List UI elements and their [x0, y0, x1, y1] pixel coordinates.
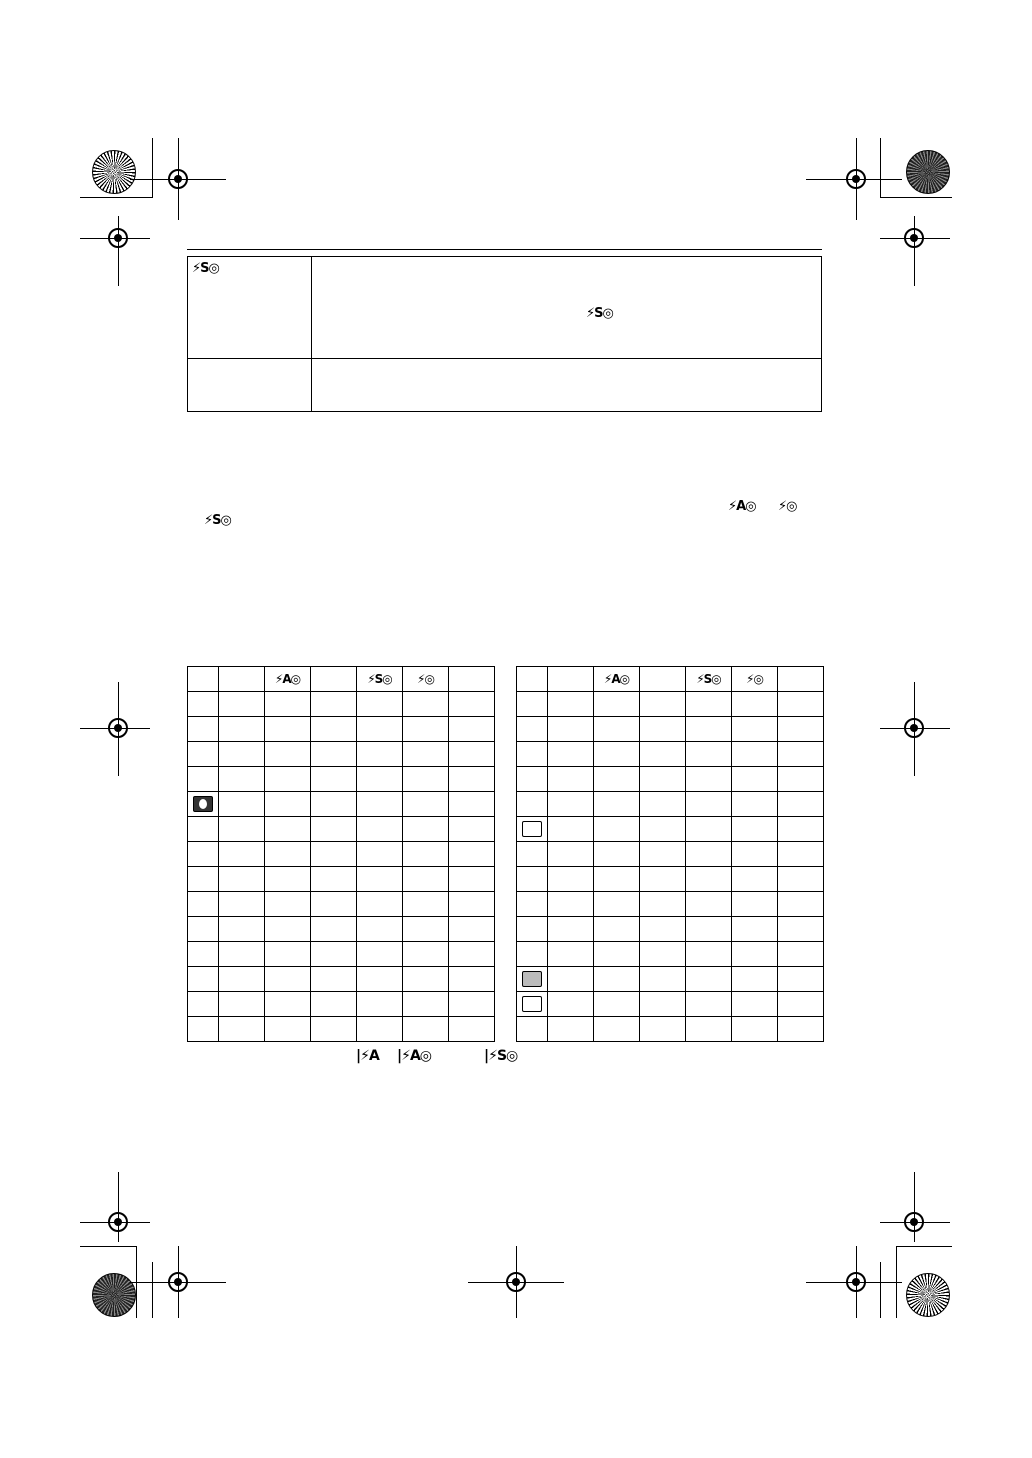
table-cell	[640, 867, 686, 892]
table-row	[517, 792, 824, 817]
table-cell	[732, 742, 778, 767]
table-cell	[640, 892, 686, 917]
table-cell	[357, 1017, 403, 1042]
table-cell	[594, 1017, 640, 1042]
table-cell	[188, 792, 219, 817]
table-cell	[311, 967, 357, 992]
table-cell	[778, 967, 824, 992]
table-cell	[188, 817, 219, 842]
table-cell	[403, 767, 449, 792]
table-cell	[686, 992, 732, 1017]
table-cell	[732, 867, 778, 892]
header-cell	[778, 667, 824, 692]
table-cell	[357, 942, 403, 967]
table-cell	[732, 992, 778, 1017]
table-cell	[265, 692, 311, 717]
table-cell	[357, 792, 403, 817]
flash-auto-red-eye-icon: ⚡A◎	[594, 667, 640, 692]
table-cell	[686, 767, 732, 792]
table-cell	[219, 942, 265, 967]
table-cell	[188, 892, 219, 917]
table-row	[188, 717, 495, 742]
table-cell	[517, 692, 548, 717]
table-cell	[449, 867, 495, 892]
table-cell	[686, 917, 732, 942]
table-cell	[403, 717, 449, 742]
table-cell	[357, 867, 403, 892]
table-cell	[403, 692, 449, 717]
table-cell	[732, 767, 778, 792]
table-cell	[219, 967, 265, 992]
table-cell	[403, 967, 449, 992]
table-cell	[732, 692, 778, 717]
color-rosette-top-right	[906, 150, 950, 194]
table-cell	[403, 817, 449, 842]
table-row	[517, 842, 824, 867]
flash-on-red-eye-icon: ⚡◎	[403, 667, 449, 692]
table-cell	[778, 1017, 824, 1042]
table-cell	[219, 692, 265, 717]
table-cell	[311, 867, 357, 892]
table-cell	[449, 742, 495, 767]
table-cell	[357, 817, 403, 842]
table-cell	[640, 917, 686, 942]
table-cell	[732, 817, 778, 842]
table-cell	[517, 742, 548, 767]
table-row	[517, 867, 824, 892]
table-cell	[686, 842, 732, 867]
table-cell	[403, 867, 449, 892]
table-cell	[778, 742, 824, 767]
table-cell	[640, 717, 686, 742]
table-cell	[265, 917, 311, 942]
table-cell	[594, 942, 640, 967]
table-cell	[517, 867, 548, 892]
table-cell	[732, 942, 778, 967]
table-cell	[548, 867, 594, 892]
table-cell	[778, 692, 824, 717]
table-cell	[640, 992, 686, 1017]
table-cell	[517, 817, 548, 842]
table-cell	[188, 692, 219, 717]
table-cell	[548, 717, 594, 742]
header-cell	[517, 667, 548, 692]
table-cell	[517, 767, 548, 792]
table-cell	[640, 767, 686, 792]
table-cell	[219, 992, 265, 1017]
table-cell	[403, 842, 449, 867]
table-cell	[265, 817, 311, 842]
table-cell	[548, 1017, 594, 1042]
table-cell	[219, 917, 265, 942]
table-cell	[265, 992, 311, 1017]
table-cell	[188, 942, 219, 967]
table-cell	[686, 717, 732, 742]
table-cell	[403, 992, 449, 1017]
grid-header-row	[517, 667, 824, 692]
header-cell	[449, 667, 495, 692]
table-cell	[219, 792, 265, 817]
table-cell	[311, 842, 357, 867]
table-cell	[594, 992, 640, 1017]
table-row	[188, 992, 495, 1017]
table-cell	[517, 967, 548, 992]
table-cell	[686, 892, 732, 917]
table-row	[188, 842, 495, 867]
table-cell	[686, 867, 732, 892]
table-cell	[548, 892, 594, 917]
table-cell	[732, 792, 778, 817]
header-cell	[219, 667, 265, 692]
table-cell	[548, 967, 594, 992]
grid-header-row	[188, 667, 495, 692]
table-cell	[686, 742, 732, 767]
table-row	[188, 767, 495, 792]
table-cell	[265, 767, 311, 792]
table-cell	[732, 1017, 778, 1042]
flash-slow-sync-red-eye-icon: ⚡S◎	[586, 306, 613, 321]
scene-flash-grid-right	[516, 666, 824, 1042]
table-cell	[219, 1017, 265, 1042]
table-cell	[311, 817, 357, 842]
table-cell	[265, 942, 311, 967]
table-cell	[265, 842, 311, 867]
table-cell	[778, 992, 824, 1017]
table-row	[517, 692, 824, 717]
table-cell	[357, 717, 403, 742]
table-cell	[357, 992, 403, 1017]
color-rosette-bottom-left	[92, 1273, 136, 1317]
table-row	[188, 892, 495, 917]
flash-slow-sync-red-eye-icon: ⚡S◎	[204, 513, 231, 528]
portrait-scene-icon	[193, 796, 213, 812]
table-cell	[219, 717, 265, 742]
table-row	[188, 692, 495, 717]
table-row	[188, 917, 495, 942]
table-row	[188, 1017, 495, 1042]
table-cell	[548, 992, 594, 1017]
table-cell	[449, 842, 495, 867]
table-row	[188, 942, 495, 967]
table-cell	[594, 692, 640, 717]
flash-scene-icon	[522, 821, 542, 837]
table-cell	[219, 842, 265, 867]
flash-slow-sync-red-eye-icon: ⚡S◎	[686, 667, 732, 692]
table-cell	[548, 917, 594, 942]
table-row	[517, 817, 824, 842]
table-cell	[594, 792, 640, 817]
table-cell	[594, 867, 640, 892]
table-cell	[449, 917, 495, 942]
table-cell	[778, 767, 824, 792]
table-cell	[686, 792, 732, 817]
table-cell	[517, 1017, 548, 1042]
table-cell	[311, 892, 357, 917]
table-cell	[188, 717, 219, 742]
header-cell	[640, 667, 686, 692]
table-cell	[732, 967, 778, 992]
table-cell	[357, 917, 403, 942]
table-cell	[403, 792, 449, 817]
table-cell	[517, 792, 548, 817]
table-row	[517, 1017, 824, 1042]
table-cell	[594, 967, 640, 992]
table-cell	[219, 767, 265, 792]
table-cell	[640, 942, 686, 967]
table-cell	[594, 767, 640, 792]
table-cell	[548, 817, 594, 842]
table-row	[188, 967, 495, 992]
table-cell	[594, 917, 640, 942]
table-cell	[517, 717, 548, 742]
scene-flash-grid-left	[187, 666, 495, 1042]
table-cell	[548, 942, 594, 967]
table-row	[517, 742, 824, 767]
table-row	[517, 892, 824, 917]
table-cell	[640, 792, 686, 817]
table-cell	[778, 842, 824, 867]
table-cell	[188, 867, 219, 892]
table-cell	[403, 942, 449, 967]
table-cell	[357, 767, 403, 792]
table-cell	[732, 842, 778, 867]
table-cell	[640, 742, 686, 767]
table-cell	[188, 917, 219, 942]
table-cell	[594, 817, 640, 842]
table-cell	[640, 967, 686, 992]
table-cell	[311, 717, 357, 742]
table-cell	[219, 817, 265, 842]
table-cell	[265, 892, 311, 917]
table-cell	[357, 967, 403, 992]
table-cell	[449, 792, 495, 817]
flash-slow-sync-red-eye-icon: ⚡S◎	[357, 667, 403, 692]
table-cell	[594, 842, 640, 867]
color-rosette-bottom-right	[906, 1273, 950, 1317]
table-cell	[357, 692, 403, 717]
table-cell	[357, 842, 403, 867]
table-cell	[686, 817, 732, 842]
table-cell	[732, 892, 778, 917]
header-cell	[188, 667, 219, 692]
table-cell	[219, 892, 265, 917]
table-row	[188, 792, 495, 817]
table-cell	[686, 692, 732, 717]
table-cell	[517, 942, 548, 967]
table-cell	[357, 892, 403, 917]
table-cell	[403, 1017, 449, 1042]
table-cell	[403, 892, 449, 917]
flash-slow-sync-red-eye-icon: ⚡S◎	[192, 261, 219, 276]
table-cell	[449, 817, 495, 842]
table-cell	[686, 967, 732, 992]
table-cell	[594, 892, 640, 917]
table-cell	[449, 717, 495, 742]
table-cell	[449, 967, 495, 992]
table-cell	[311, 917, 357, 942]
table-cell	[403, 742, 449, 767]
table-cell	[640, 842, 686, 867]
table-cell	[778, 817, 824, 842]
table-cell	[357, 742, 403, 767]
table-cell	[188, 992, 219, 1017]
table-cell	[219, 867, 265, 892]
table-cell	[311, 792, 357, 817]
table-row	[188, 867, 495, 892]
table-cell	[517, 992, 548, 1017]
table-cell	[778, 917, 824, 942]
table-row	[188, 817, 495, 842]
table-cell	[548, 742, 594, 767]
table-cell	[265, 792, 311, 817]
table-cell	[686, 942, 732, 967]
table-row	[517, 992, 824, 1017]
table-cell	[548, 792, 594, 817]
table-cell	[449, 992, 495, 1017]
table-cell	[778, 867, 824, 892]
table-cell	[311, 992, 357, 1017]
table-cell	[640, 692, 686, 717]
table-cell	[548, 767, 594, 792]
color-rosette-top-left	[92, 150, 136, 194]
table-cell	[188, 1017, 219, 1042]
table-cell	[265, 967, 311, 992]
table-cell	[732, 717, 778, 742]
table-cell	[265, 1017, 311, 1042]
header-cell	[548, 667, 594, 692]
table-cell	[403, 917, 449, 942]
intelligent-flash-slow-sync-red-eye-icon: |⚡S◎	[484, 1048, 518, 1064]
table-cell	[449, 767, 495, 792]
sunset-scene-icon	[522, 971, 542, 987]
table-cell	[265, 742, 311, 767]
table-cell	[311, 767, 357, 792]
table-cell	[594, 717, 640, 742]
table-cell	[219, 742, 265, 767]
flash-auto-red-eye-icon: ⚡A◎	[728, 499, 756, 514]
table-cell	[686, 1017, 732, 1042]
table-cell	[778, 792, 824, 817]
table-cell	[188, 842, 219, 867]
intelligent-flash-auto-red-eye-icon: |⚡A◎	[397, 1048, 431, 1064]
table-cell	[594, 742, 640, 767]
table-cell	[449, 892, 495, 917]
table-cell	[732, 917, 778, 942]
table-cell	[311, 692, 357, 717]
flash-mode-table	[187, 256, 822, 412]
table-cell	[265, 717, 311, 742]
table-cell	[265, 867, 311, 892]
table-cell	[517, 917, 548, 942]
table-cell	[778, 717, 824, 742]
table-cell	[640, 1017, 686, 1042]
table-cell	[449, 942, 495, 967]
table-cell	[188, 767, 219, 792]
table-cell	[517, 892, 548, 917]
table-cell	[311, 1017, 357, 1042]
table-cell	[449, 1017, 495, 1042]
table-cell	[188, 742, 219, 767]
table-cell	[778, 942, 824, 967]
flash-on-red-eye-icon: ⚡◎	[778, 499, 797, 514]
table-cell	[640, 817, 686, 842]
table-cell	[449, 692, 495, 717]
table-row	[188, 742, 495, 767]
table-row	[517, 967, 824, 992]
table-cell	[778, 892, 824, 917]
table-row	[517, 917, 824, 942]
self-portrait-scene-icon	[522, 996, 542, 1012]
table-row	[517, 717, 824, 742]
table-cell	[311, 942, 357, 967]
table-cell	[311, 742, 357, 767]
table-row	[517, 942, 824, 967]
intelligent-flash-auto-icon: |⚡A	[356, 1048, 379, 1064]
table-cell	[188, 967, 219, 992]
table-cell	[548, 692, 594, 717]
flash-auto-red-eye-icon: ⚡A◎	[265, 667, 311, 692]
header-cell	[311, 667, 357, 692]
table-cell	[517, 842, 548, 867]
table-cell	[548, 842, 594, 867]
table-row	[517, 767, 824, 792]
flash-on-red-eye-icon: ⚡◎	[732, 667, 778, 692]
header-rule	[187, 249, 822, 250]
